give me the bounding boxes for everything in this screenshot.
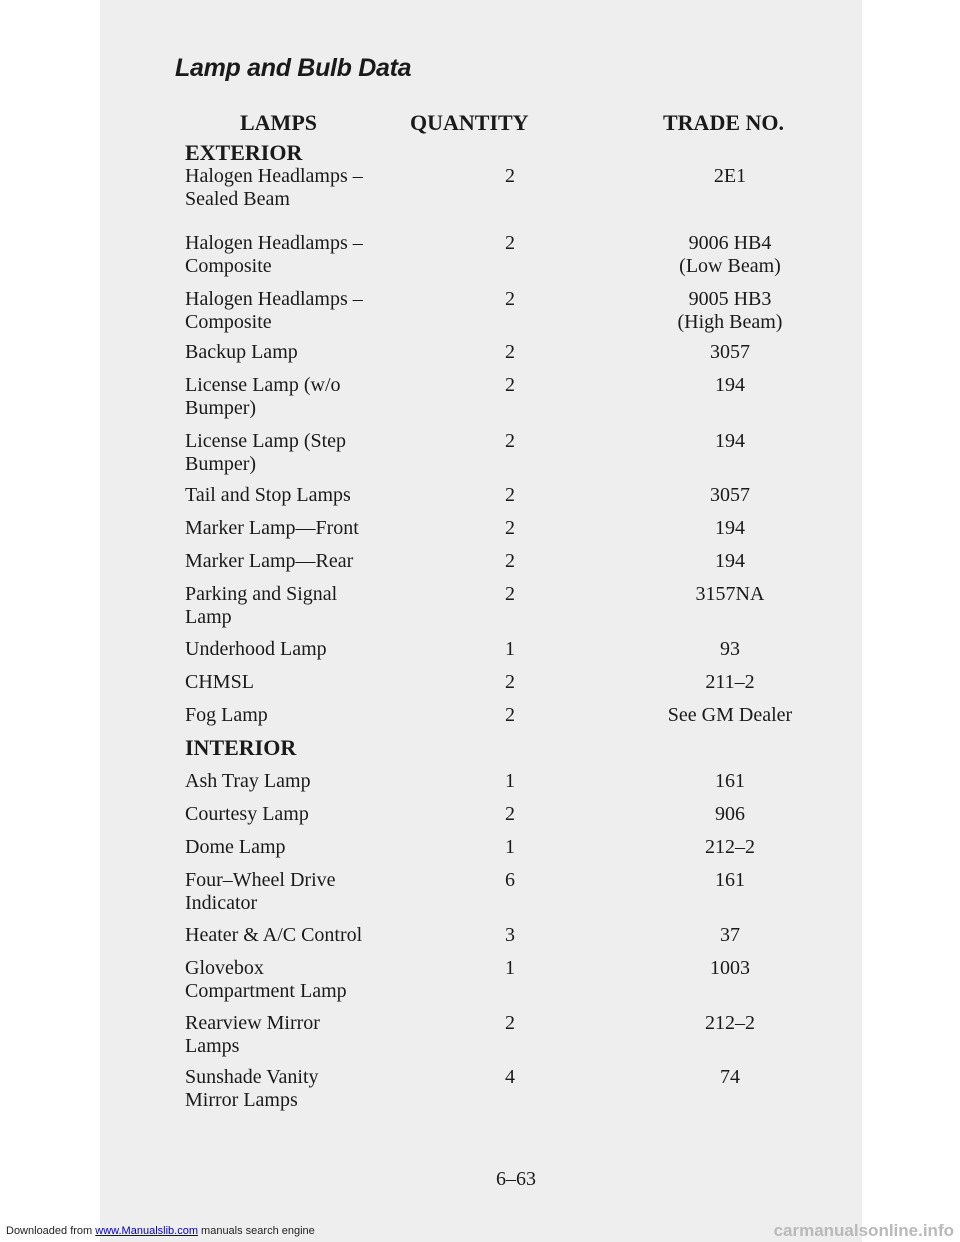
lamp-quantity: 2: [505, 484, 515, 506]
lamp-name: License Lamp (w/o Bumper): [185, 374, 341, 419]
lamp-quantity: 2: [505, 550, 515, 572]
lamp-name: CHMSL: [185, 671, 254, 693]
lamp-quantity: 4: [505, 1066, 515, 1088]
lamp-quantity: 2: [505, 341, 515, 363]
lamp-quantity: 1: [505, 957, 515, 979]
lamp-trade-number: 9006 HB4 (Low Beam): [679, 232, 781, 277]
lamp-trade-number: 9005 HB3 (High Beam): [677, 288, 783, 333]
lamp-name: Tail and Stop Lamps: [185, 484, 351, 506]
footer-prefix: Downloaded from: [6, 1225, 96, 1237]
lamp-trade-number: 93: [720, 638, 740, 660]
lamp-quantity: 2: [505, 671, 515, 693]
lamp-quantity: 2: [505, 430, 515, 452]
lamp-quantity: 2: [505, 288, 515, 310]
lamp-trade-number: 194: [715, 550, 745, 572]
page-title: Lamp and Bulb Data: [175, 54, 412, 82]
lamp-name: Heater & A/C Control: [185, 924, 363, 946]
lamp-quantity: 1: [505, 638, 515, 660]
column-header-quantity: QUANTITY: [410, 110, 529, 135]
watermark-text: carmanualsonline.info: [773, 1221, 954, 1240]
lamp-quantity: 2: [505, 583, 515, 605]
lamp-trade-number: 161: [715, 869, 745, 891]
section-heading-interior: INTERIOR: [185, 735, 297, 760]
lamp-quantity: 1: [505, 836, 515, 858]
lamp-name: Ash Tray Lamp: [185, 770, 311, 792]
lamp-name: Glovebox Compartment Lamp: [185, 957, 347, 1002]
lamp-name: Marker Lamp—Front: [185, 517, 359, 539]
lamp-trade-number: 1003: [710, 957, 750, 979]
lamp-name: Halogen Headlamps – Composite: [185, 232, 363, 277]
lamp-quantity: 2: [505, 374, 515, 396]
lamp-trade-number: 194: [715, 374, 745, 396]
lamp-quantity: 3: [505, 924, 515, 946]
lamp-trade-number: 37: [720, 924, 740, 946]
lamp-trade-number: 3057: [710, 341, 750, 363]
lamp-name: Halogen Headlamps – Sealed Beam: [185, 165, 363, 210]
lamp-trade-number: 212–2: [705, 1012, 755, 1034]
lamp-trade-number: 194: [715, 430, 745, 452]
footer-suffix: manuals search engine: [197, 1225, 315, 1237]
column-header-trade-no: TRADE NO.: [663, 110, 785, 135]
lamp-trade-number: 161: [715, 770, 745, 792]
manual-page: [100, 0, 862, 1242]
lamp-name: Halogen Headlamps – Composite: [185, 288, 363, 333]
lamp-name: Sunshade Vanity Mirror Lamps: [185, 1066, 319, 1111]
lamp-quantity: 1: [505, 770, 515, 792]
lamp-trade-number: 2E1: [713, 165, 747, 187]
lamp-quantity: 2: [505, 517, 515, 539]
lamp-name: Dome Lamp: [185, 836, 286, 858]
lamp-trade-number: 906: [715, 803, 745, 825]
lamp-name: Courtesy Lamp: [185, 803, 309, 825]
manualslib-link[interactable]: www.Manualslib.com: [95, 1225, 198, 1237]
lamp-name: Four–Wheel Drive Indicator: [185, 869, 336, 914]
lamp-quantity: 2: [505, 165, 515, 187]
lamp-trade-number: 212–2: [705, 836, 755, 858]
page-number: 6–63: [496, 1168, 536, 1190]
lamp-name: Backup Lamp: [185, 341, 298, 363]
lamp-trade-number: 3057: [710, 484, 750, 506]
lamp-name: Rearview Mirror Lamps: [185, 1012, 320, 1057]
lamp-trade-number: 194: [715, 517, 745, 539]
lamp-trade-number: 211–2: [705, 671, 755, 693]
column-header-lamps: LAMPS: [240, 110, 317, 135]
lamp-name: Underhood Lamp: [185, 638, 327, 660]
lamp-trade-number: See GM Dealer: [667, 704, 793, 726]
lamp-name: Marker Lamp—Rear: [185, 550, 354, 572]
footer-credit: [6, 1220, 315, 1242]
lamp-quantity: 2: [505, 232, 515, 254]
lamp-trade-number: 3157NA: [695, 583, 765, 605]
lamp-quantity: 6: [505, 869, 515, 891]
lamp-quantity: 2: [505, 704, 515, 726]
footer-bar: [0, 1220, 960, 1242]
lamp-name: License Lamp (Step Bumper): [185, 430, 347, 475]
section-heading-exterior: EXTERIOR: [185, 140, 303, 165]
lamp-trade-number: 74: [720, 1066, 740, 1088]
lamp-quantity: 2: [505, 1012, 515, 1034]
lamp-quantity: 2: [505, 803, 515, 825]
lamp-name: Fog Lamp: [185, 704, 268, 726]
lamp-name: Parking and Signal Lamp: [185, 583, 338, 628]
